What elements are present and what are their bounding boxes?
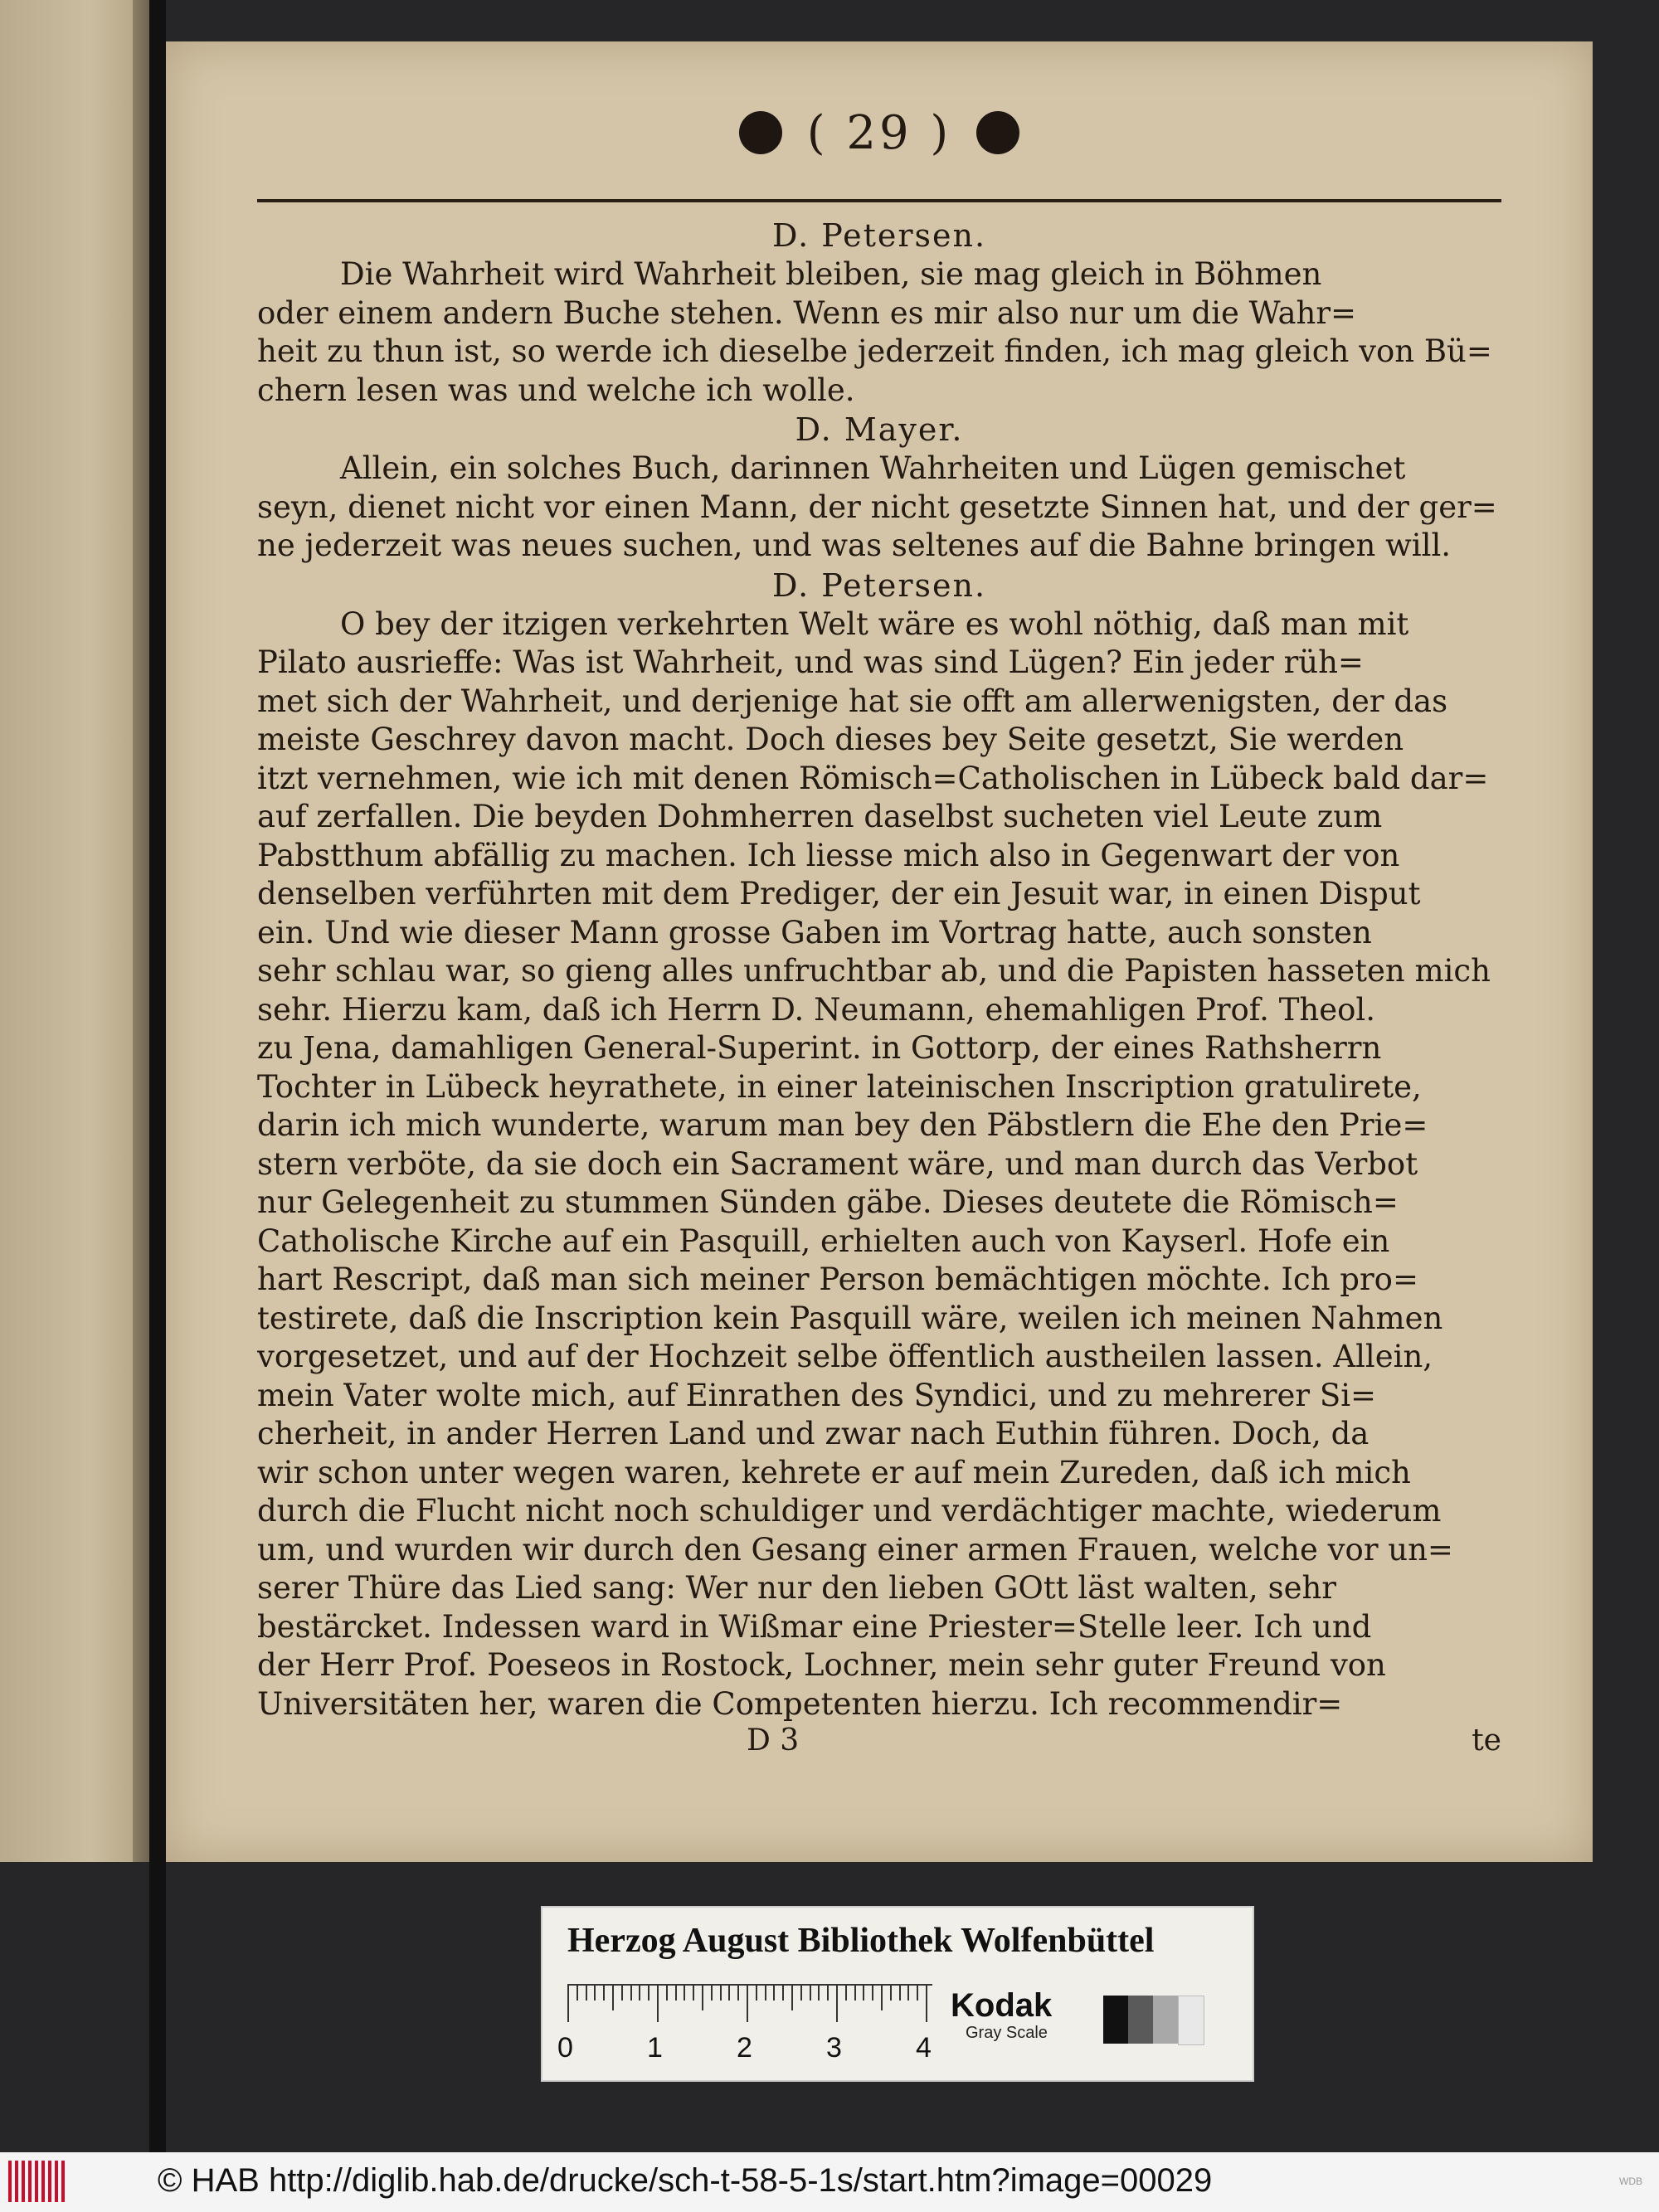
page-text-block	[257, 91, 1501, 1757]
text-line: der Herr Prof. Poeseos in Rostock, Lochner, mein sehr guter Freund von	[257, 1647, 1386, 1683]
text-line: heit zu thun ist, so werde ich dieselbe jederzeit finden, ich mag gleich von Bü=	[257, 333, 1492, 369]
text-line: itzt vernehmen, wie ich mit denen Römisch=Catholischen in Lübeck bald dar=	[257, 760, 1489, 796]
signature-row	[257, 1723, 1501, 1762]
ruler-tick	[675, 1986, 677, 2001]
ruler-tick	[773, 1986, 775, 2001]
scale-number-3: 3	[826, 2032, 842, 2064]
text-line: Pilato ausrieffe: Was ist Wahrheit, und was sind Lügen? Ein jeder rüh=	[257, 644, 1364, 680]
speaker-heading: D. Mayer.	[795, 411, 964, 448]
ruler-tick	[926, 1986, 927, 2022]
facing-page-left	[0, 0, 149, 1862]
text-line: auf zerfallen. Die beyden Dohmherren daselbst sucheten viel Leute zum	[257, 799, 1383, 834]
swatch-light-gray	[1153, 1996, 1178, 2044]
ruler-tick	[728, 1986, 730, 2001]
text-line: ne jederzeit was neues suchen, und was seltenes auf die Bahne bringen will.	[257, 527, 1452, 563]
ruler-tick	[586, 1986, 587, 2001]
text-line: Pabstthum abfällig zu machen. Ich liesse mich also in Gegenwart der von	[257, 837, 1400, 873]
footer-credit[interactable]: © HAB http://diglib.hab.de/drucke/sch-t-58-5-1s/start.htm?image=00029	[158, 2162, 1213, 2199]
ruler-tick	[800, 1986, 802, 2001]
ruler-tick	[737, 1986, 739, 2001]
ruler-tick	[810, 1986, 811, 2001]
swatch-black	[1103, 1996, 1128, 2044]
text-line: bestärcket. Indessen ward in Wißmar eine Priester=Stelle leer. Ich und	[257, 1608, 1372, 1645]
ruler-tick	[594, 1986, 596, 2001]
scale-number-4: 4	[916, 2032, 932, 2064]
text-line: met sich der Wahrheit, und derjenige hat sie offt am allerwenigsten, der das	[257, 683, 1448, 719]
text-line: seyn, dienet nicht vor einen Mann, der nicht gesetzte Sinnen hat, und der ger=	[257, 489, 1497, 525]
text-line: cherheit, in ander Herren Land und zwar nach Euthin führen. Doch, da	[257, 1416, 1370, 1451]
text-line: hart Rescript, daß man sich meiner Person bemächtigen möchte. Ich pro=	[257, 1262, 1418, 1297]
ruler-tick	[881, 1986, 883, 2010]
swatch-white	[1178, 1996, 1204, 2045]
text-line: serer Thüre das Lied sang: Wer nur den lieben GOtt läst walten, sehr	[257, 1570, 1336, 1606]
ruler-tick	[702, 1986, 703, 2010]
gray-scale-label: Gray Scale	[966, 2024, 1048, 2042]
text-line: nur Gelegenheit zu stummen Sünden gäbe. Dieses deutete die Römisch=	[257, 1184, 1399, 1220]
ruler-tick	[863, 1986, 864, 2001]
text-line: wir schon unter wegen waren, kehrete er auf mein Zureden, daß ich mich	[257, 1454, 1411, 1490]
header-rule	[257, 199, 1501, 202]
ruler-tick	[577, 1986, 578, 2001]
ruler-tick	[899, 1986, 901, 2001]
page-number: ( 29 )	[806, 105, 952, 160]
text-line: stern verböte, da sie doch ein Sacrament wäre, und man durch das Verbot	[257, 1145, 1418, 1182]
text-line: testirete, daß die Inscription kein Pasquill wäre, weilen ich meinen Nahmen	[257, 1300, 1443, 1336]
ruler-tick	[630, 1986, 632, 2001]
library-name: Herzog August Bibliothek Wolfenbüttel	[567, 1922, 1155, 1960]
ruler-tick	[907, 1986, 909, 2001]
ruler-tick	[684, 1986, 685, 2001]
ruler-tick	[845, 1986, 847, 2001]
ruler-tick	[818, 1986, 820, 2001]
text-line: denselben verführten mit dem Prediger, der ein Jesuit war, in einen Disput	[257, 876, 1421, 912]
book-page	[166, 41, 1593, 1862]
ruler-tick	[756, 1986, 757, 2001]
ruler-tick	[872, 1986, 873, 2001]
ruler-tick	[827, 1986, 829, 2001]
swatch-dark-gray	[1128, 1996, 1153, 2044]
text-line: mein Vater wolte mich, auf Einrathen des Syndici, und zu mehrerer Si=	[257, 1377, 1377, 1413]
scale-number-0: 0	[557, 2032, 573, 2064]
ruler-tick	[836, 1986, 838, 2022]
ruler-tick	[747, 1986, 748, 2022]
text-line: durch die Flucht nicht noch schuldiger und verdächtiger machte, wiederum	[257, 1493, 1442, 1529]
footer-mark: WDB	[1619, 2176, 1642, 2187]
ruler-tick	[791, 1986, 793, 2010]
ruler-tick	[854, 1986, 856, 2001]
text-line: sehr schlau war, so gieng alles unfruchtbar ab, und die Papisten hasseten mich	[257, 953, 1491, 989]
speaker-heading: D. Petersen.	[771, 217, 987, 254]
ruler-tick	[621, 1986, 623, 2001]
right-ornament-icon	[976, 111, 1019, 154]
ruler-tick	[765, 1986, 766, 2001]
page-header	[257, 91, 1501, 174]
ruler-tick	[890, 1986, 892, 2001]
ruler-tick	[917, 1986, 918, 2001]
text-line: Die Wahrheit wird Wahrheit bleiben, sie mag gleich in Böhmen	[340, 256, 1322, 292]
ruler-tick	[612, 1986, 614, 2010]
text-line: O bey der itzigen verkehrten Welt wäre es wohl nöthig, daß man mit	[340, 605, 1409, 642]
ruler-tick	[711, 1986, 713, 2001]
footer-bar	[0, 2152, 1659, 2212]
ruler-tick	[639, 1986, 640, 2001]
text-line: oder einem andern Buche stehen. Wenn es mir also nur um die Wahr=	[257, 294, 1357, 331]
text-line: um, und wurden wir durch den Gesang einer armen Frauen, welche vor un=	[257, 1531, 1453, 1568]
hab-logo-icon	[8, 2161, 66, 2202]
catchword: te	[1472, 1723, 1501, 1757]
ruler-tick	[720, 1986, 722, 2001]
text-line: zu Jena, damahligen General-Superint. in Gottorp, der eines Rathsherrn	[257, 1030, 1382, 1066]
scale-number-1: 1	[647, 2032, 663, 2064]
kodak-logo: Kodak	[951, 1987, 1053, 2024]
ruler-scale	[567, 1984, 932, 2022]
text-line: Universitäten her, waren die Competenten hierzu. Ich recommendir=	[257, 1685, 1343, 1722]
text-line: vorgesetzet, und auf der Hochzeit selbe öffentlich austheilen lassen. Allein,	[257, 1339, 1433, 1374]
text-line: Allein, ein solches Buch, darinnen Wahrheiten und Lügen gemischet	[340, 450, 1406, 486]
book-spine	[149, 0, 166, 2212]
ruler-tick	[567, 1986, 569, 2022]
ruler-tick	[603, 1986, 605, 2001]
text-line: chern lesen was und welche ich wolle.	[257, 372, 855, 408]
text-line: ein. Und wie dieser Mann grosse Gaben im Vortrag hatte, auch sonsten	[257, 914, 1372, 950]
text-line: Tochter in Lübeck heyrathete, in einer lateinischen Inscription gratulirete,	[257, 1068, 1422, 1105]
signature-mark: D 3	[747, 1723, 800, 1757]
ruler-tick	[782, 1986, 784, 2001]
ruler-tick	[648, 1986, 649, 2001]
speaker-heading: D. Petersen.	[771, 566, 987, 604]
ruler-tick	[693, 1986, 694, 2001]
text-line: sehr. Hierzu kam, daß ich Herrn D. Neumann, ehemahligen Prof. Theol.	[257, 991, 1375, 1028]
scale-number-2: 2	[737, 2032, 752, 2064]
left-ornament-icon	[739, 111, 782, 154]
color-target-card	[541, 1906, 1254, 2082]
ruler-tick	[657, 1986, 659, 2022]
page-body	[257, 216, 1501, 1762]
ruler-tick	[666, 1986, 668, 2001]
text-line: meiste Geschrey davon macht. Doch dieses bey Seite gesetzt, Sie werden	[257, 722, 1404, 757]
text-line: Catholische Kirche auf ein Pasquill, erhielten auch von Kayserl. Hofe ein	[257, 1223, 1390, 1259]
text-line: darin ich mich wunderte, warum man bey den Päbstlern die Ehe den Prie=	[257, 1107, 1428, 1143]
